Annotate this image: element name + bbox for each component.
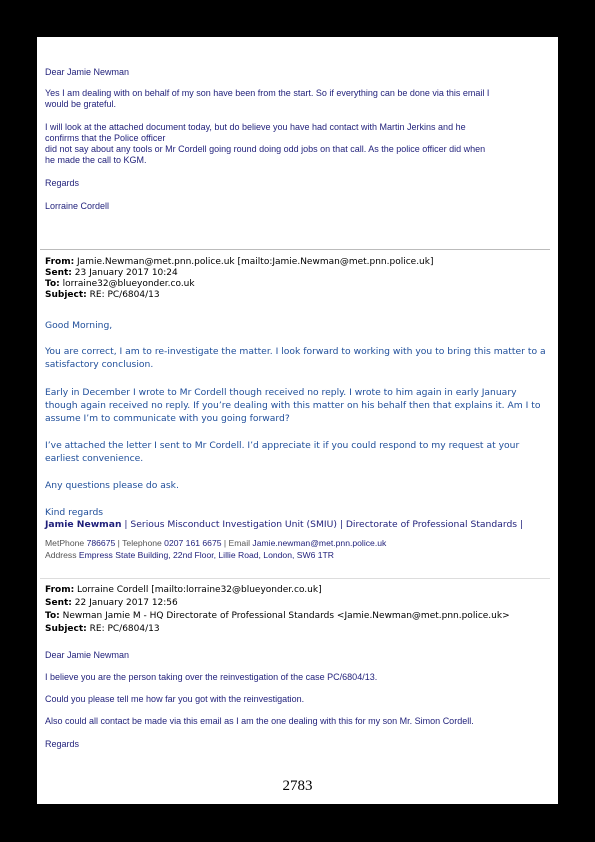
email1-paragraph2-line3: did not say about any tools or Mr Cordell going round doing odd jobs on that call. As the police officer did when — [45, 144, 486, 154]
email2-to — [45, 279, 195, 290]
email2-paragraph2-line2: though again received no reply. If you’re dealing with this matter on his behalf then that explains it. Am I to — [45, 400, 541, 411]
metphone-value: 786675 — [84, 538, 116, 548]
email3-paragraph2: Could you please tell me how far you got with the reinvestigation. — [45, 694, 305, 704]
sent-label: Sent: — [45, 268, 72, 278]
email2-paragraph3-line2: earliest convenience. — [45, 453, 144, 464]
separator-line — [40, 249, 550, 250]
email1-greeting: Dear Jamie Newman — [45, 67, 130, 77]
email2-kind-regards: Kind regards — [45, 507, 104, 518]
email2-paragraph1-line2: satisfactory conclusion. — [45, 359, 154, 370]
email2-paragraph1-line1: You are correct, I am to re-investigate the matter. I look forward to working with you to bring this matter to a — [45, 346, 546, 357]
email2-address-line — [45, 550, 334, 561]
subject-label: Subject: — [45, 624, 87, 634]
email2-paragraph4: Any questions please do ask. — [45, 480, 179, 491]
document-page — [37, 37, 558, 804]
email3-paragraph1: I believe you are the person taking over the reinvestigation of the case PC/6804/13. — [45, 672, 378, 682]
subject-value: RE: PC/6804/13 — [86, 624, 160, 634]
email1-signature: Lorraine Cordell — [45, 201, 110, 211]
telephone-value: 0207 161 6675 — [161, 538, 222, 548]
metphone-label: MetPhone — [45, 538, 85, 548]
email1-paragraph1-line1: Yes I am dealing with on behalf of my son have been from the start. So if everything can be done via this email I — [45, 88, 490, 98]
email2-sent — [45, 268, 178, 279]
sent-label: Sent: — [45, 598, 72, 608]
email2-paragraph3-line1: I’ve attached the letter I sent to Mr Cordell. I’d appreciate it if you could respond to my request at your — [45, 440, 520, 451]
from-label: From: — [45, 585, 75, 595]
from-value: Jamie.Newman@met.pnn.police.uk [mailto:Jamie.Newman@met.pnn.police.uk] — [74, 257, 434, 267]
email3-greeting: Dear Jamie Newman — [45, 650, 130, 660]
from-value: Lorraine Cordell [mailto:lorraine32@blueyonder.co.uk] — [74, 585, 322, 595]
to-value: Newman Jamie M - HQ Directorate of Professional Standards <Jamie.Newman@met.pnn.police.uk> — [59, 611, 510, 621]
email3-subject — [45, 624, 160, 635]
signature-name: Jamie Newman — [45, 519, 122, 530]
email1-regards: Regards — [45, 178, 80, 188]
email1-paragraph2-line1: I will look at the attached document today, but do believe you have had contact with Martin Jerkins and he — [45, 122, 466, 132]
sent-value: 22 January 2017 12:56 — [71, 598, 178, 608]
email2-from — [45, 257, 434, 268]
email3-paragraph3: Also could all contact be made via this email as I am the one dealing with this for my son Mr. Simon Cordell. — [45, 716, 474, 726]
email2-contact-line — [45, 538, 386, 549]
email2-paragraph2-line3: assume I’m to communicate with you going forward? — [45, 413, 290, 424]
email3-regards: Regards — [45, 739, 80, 749]
subject-label: Subject: — [45, 290, 87, 300]
email2-paragraph2-line1: Early in December I wrote to Mr Cordell though received no reply. I wrote to him again in early January — [45, 387, 517, 398]
email2-subject — [45, 290, 160, 301]
email1-paragraph1-line2: would be grateful. — [45, 99, 117, 109]
email3-sent — [45, 598, 178, 609]
signature-unit: | Serious Misconduct Investigation Unit (SMIU) | Directorate of Professional Standards | — [121, 519, 524, 530]
email1-paragraph2-line4: he made the call to KGM. — [45, 155, 147, 165]
to-value: lorraine32@blueyonder.co.uk — [59, 279, 195, 289]
subject-value: RE: PC/6804/13 — [86, 290, 160, 300]
to-label: To: — [45, 611, 60, 621]
telephone-label: | Telephone — [115, 538, 162, 548]
email3-to — [45, 611, 510, 622]
address-label: Address — [45, 550, 77, 560]
sent-value: 23 January 2017 10:24 — [71, 268, 178, 278]
address-value: Empress State Building, 22nd Floor, Lillie Road, London, SW6 1TR — [76, 550, 335, 560]
email-address-link[interactable]: Jamie.newman@met.pnn.police.uk — [250, 538, 387, 548]
from-label: From: — [45, 257, 75, 267]
email3-from — [45, 585, 322, 596]
separator-line — [40, 578, 550, 579]
page-number: 2783 — [282, 778, 313, 794]
email2-greeting: Good Morning, — [45, 320, 113, 331]
email2-signature-line — [45, 519, 523, 530]
to-label: To: — [45, 279, 60, 289]
email-label: | Email — [221, 538, 251, 548]
email1-paragraph2-line2: confirms that the Police officer — [45, 133, 166, 143]
